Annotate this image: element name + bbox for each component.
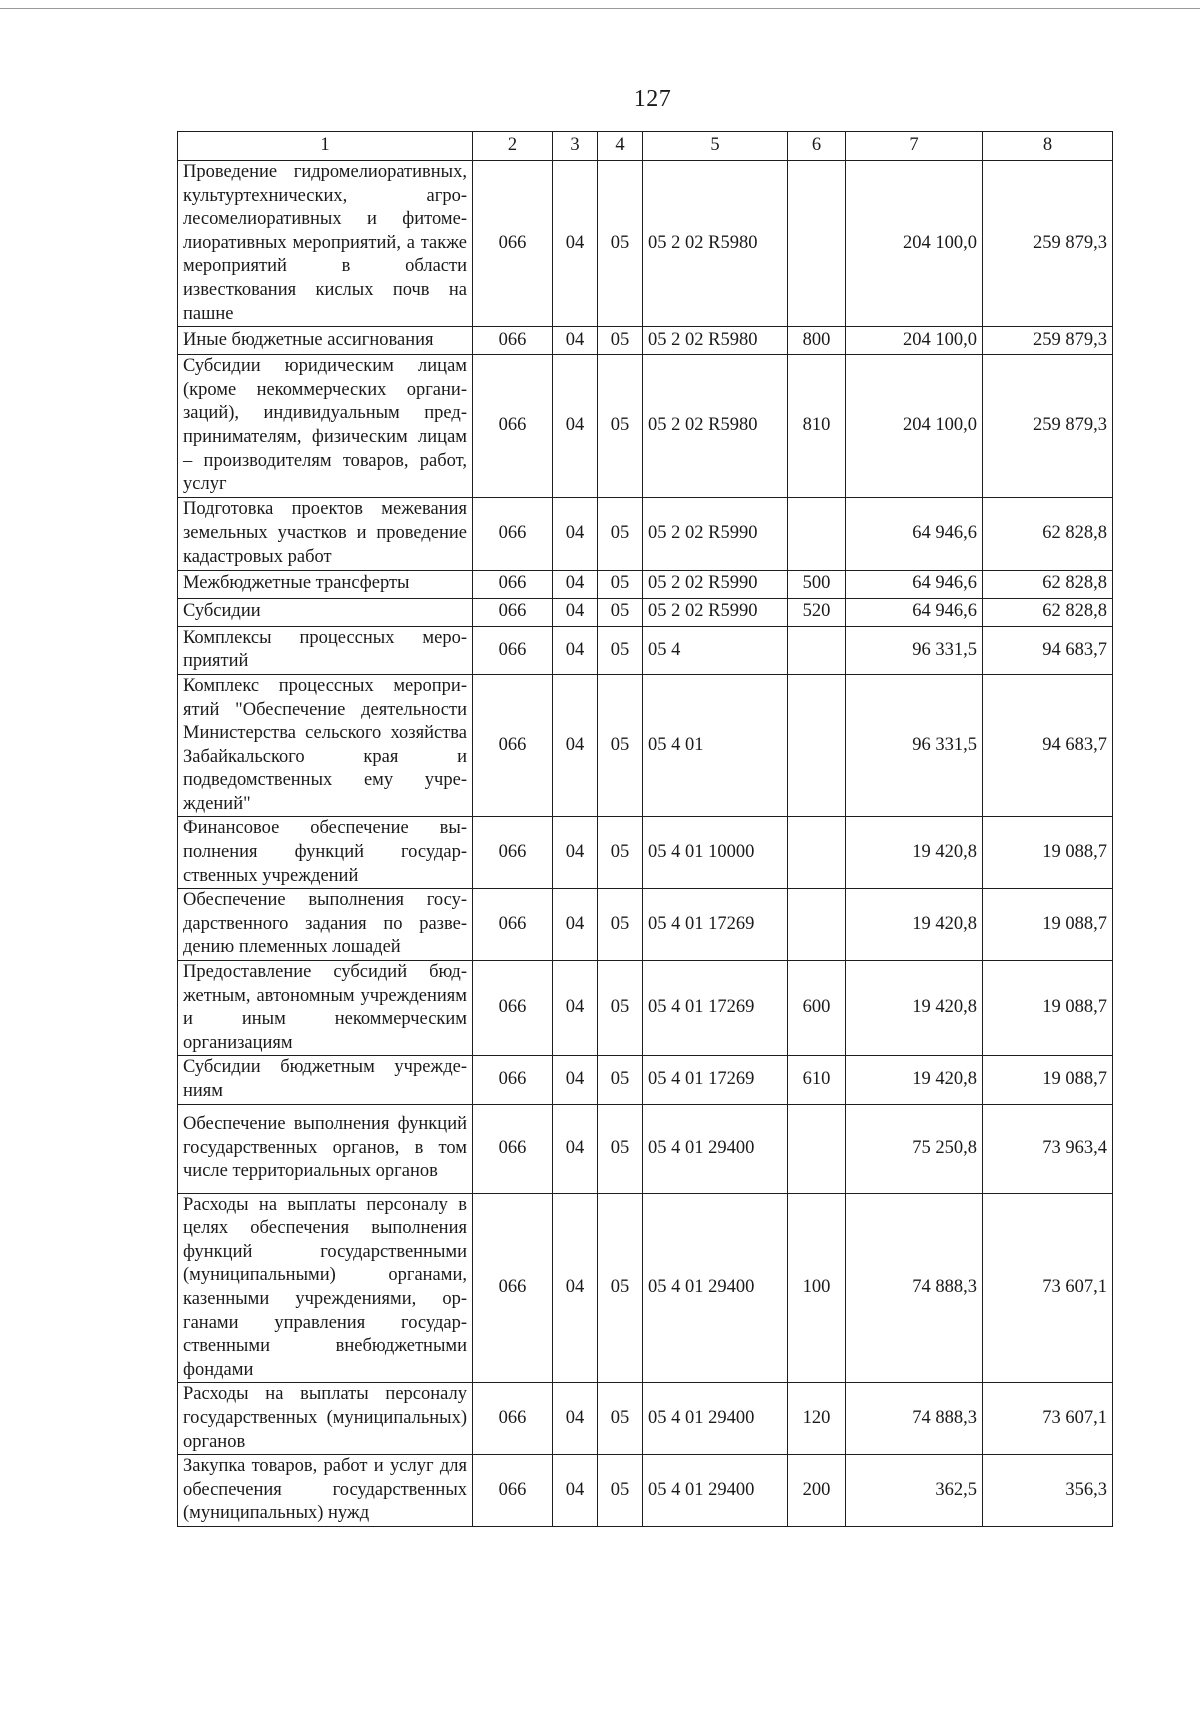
row-section-code: 04 (553, 1104, 598, 1193)
row-name: Субсидии юридическим лицам (кроме некоммерческих организаций), индивидуальным предпринимателям, физическим лицам – производителям товаров, работ, услуг (178, 355, 473, 498)
row-amount-year-1: 19 420,8 (846, 817, 983, 889)
header-col-3: 3 (553, 132, 598, 161)
header-col-2: 2 (473, 132, 553, 161)
row-department-code: 066 (473, 674, 553, 817)
table-row (178, 1383, 1113, 1455)
row-subsection-code: 05 (598, 1455, 643, 1527)
row-section-code: 04 (553, 161, 598, 327)
table-row (178, 961, 1113, 1056)
row-subsection-code: 05 (598, 1104, 643, 1193)
row-amount-year-2: 19 088,7 (983, 817, 1113, 889)
row-name: Субсидии бюджетным учреждениям (178, 1056, 473, 1104)
row-amount-year-1: 204 100,0 (846, 355, 983, 498)
row-amount-year-2: 62 828,8 (983, 497, 1113, 570)
row-amount-year-1: 96 331,5 (846, 674, 983, 817)
row-subsection-code: 05 (598, 327, 643, 355)
row-amount-year-2: 73 963,4 (983, 1104, 1113, 1193)
row-expense-type: 120 (788, 1383, 846, 1455)
row-target-article: 05 4 01 17269 (643, 1056, 788, 1104)
row-name: Обеспечение выполнения государственного задания по разведению племенных лошадей (178, 889, 473, 961)
row-amount-year-1: 75 250,8 (846, 1104, 983, 1193)
row-section-code: 04 (553, 327, 598, 355)
row-section-code: 04 (553, 355, 598, 498)
row-expense-type: 520 (788, 598, 846, 626)
row-expense-type (788, 626, 846, 674)
row-amount-year-2: 94 683,7 (983, 674, 1113, 817)
table-body (178, 161, 1113, 1527)
row-department-code: 066 (473, 161, 553, 327)
table-row (178, 327, 1113, 355)
row-department-code: 066 (473, 1104, 553, 1193)
row-name: Проведение гидромелиоративных, культуртехнических, агролесомелиоративных и фитомелиоративных мероприятий, а также мероприятий в области известкования кислых почв на пашне (178, 161, 473, 327)
table-row (178, 1104, 1113, 1193)
row-section-code: 04 (553, 1193, 598, 1383)
row-name: Комплекс процессных мероприятий "Обеспечение деятельности Министерства сельского хозяйства Забайкальского края и подведомственных ему учреждений" (178, 674, 473, 817)
row-amount-year-1: 74 888,3 (846, 1383, 983, 1455)
row-name: Межбюджетные трансферты (178, 570, 473, 598)
row-target-article: 05 4 01 29400 (643, 1383, 788, 1455)
row-expense-type: 610 (788, 1056, 846, 1104)
table-row (178, 1193, 1113, 1383)
header-col-1: 1 (178, 132, 473, 161)
table-row (178, 626, 1113, 674)
row-subsection-code: 05 (598, 570, 643, 598)
row-subsection-code: 05 (598, 497, 643, 570)
table-row (178, 674, 1113, 817)
row-section-code: 04 (553, 1056, 598, 1104)
row-section-code: 04 (553, 889, 598, 961)
row-subsection-code: 05 (598, 1383, 643, 1455)
row-amount-year-2: 259 879,3 (983, 161, 1113, 327)
row-amount-year-1: 74 888,3 (846, 1193, 983, 1383)
row-amount-year-2: 19 088,7 (983, 889, 1113, 961)
row-name: Субсидии (178, 598, 473, 626)
row-department-code: 066 (473, 889, 553, 961)
row-department-code: 066 (473, 327, 553, 355)
row-target-article: 05 2 02 R5980 (643, 161, 788, 327)
row-amount-year-1: 204 100,0 (846, 327, 983, 355)
row-section-code: 04 (553, 1455, 598, 1527)
table-row (178, 889, 1113, 961)
row-department-code: 066 (473, 598, 553, 626)
row-target-article: 05 4 01 17269 (643, 961, 788, 1056)
row-section-code: 04 (553, 817, 598, 889)
row-section-code: 04 (553, 961, 598, 1056)
row-name: Расходы на выплаты персоналу государственных (муниципальных) органов (178, 1383, 473, 1455)
row-amount-year-2: 94 683,7 (983, 626, 1113, 674)
row-target-article: 05 4 01 10000 (643, 817, 788, 889)
row-name: Обеспечение выполнения функций государственных органов, в том числе территориальных органов (178, 1104, 473, 1193)
row-amount-year-2: 259 879,3 (983, 355, 1113, 498)
row-amount-year-2: 356,3 (983, 1455, 1113, 1527)
row-target-article: 05 2 02 R5990 (643, 497, 788, 570)
row-amount-year-1: 64 946,6 (846, 598, 983, 626)
row-department-code: 066 (473, 355, 553, 498)
row-expense-type: 800 (788, 327, 846, 355)
row-subsection-code: 05 (598, 161, 643, 327)
row-name: Закупка товаров, работ и услуг для обеспечения государственных (муниципальных) нужд (178, 1455, 473, 1527)
header-col-7: 7 (846, 132, 983, 161)
table-row (178, 817, 1113, 889)
row-name: Предоставление субсидий бюджетным, автономным учреждениям и иным некоммерческим организациям (178, 961, 473, 1056)
row-expense-type (788, 161, 846, 327)
row-subsection-code: 05 (598, 889, 643, 961)
row-amount-year-2: 73 607,1 (983, 1193, 1113, 1383)
row-amount-year-2: 73 607,1 (983, 1383, 1113, 1455)
row-name: Подготовка проектов межевания земельных участков и проведение кадастровых работ (178, 497, 473, 570)
row-subsection-code: 05 (598, 355, 643, 498)
header-col-6: 6 (788, 132, 846, 161)
scan-top-rule (0, 8, 1200, 9)
table-row (178, 1455, 1113, 1527)
row-subsection-code: 05 (598, 1193, 643, 1383)
row-expense-type: 500 (788, 570, 846, 598)
row-department-code: 066 (473, 1455, 553, 1527)
row-department-code: 066 (473, 1383, 553, 1455)
row-expense-type: 100 (788, 1193, 846, 1383)
row-amount-year-1: 19 420,8 (846, 961, 983, 1056)
table-row (178, 161, 1113, 327)
table-row (178, 570, 1113, 598)
row-section-code: 04 (553, 570, 598, 598)
row-subsection-code: 05 (598, 598, 643, 626)
row-target-article: 05 2 02 R5990 (643, 598, 788, 626)
row-department-code: 066 (473, 570, 553, 598)
row-amount-year-2: 259 879,3 (983, 327, 1113, 355)
row-expense-type (788, 497, 846, 570)
budget-table (177, 131, 1113, 1527)
header-col-4: 4 (598, 132, 643, 161)
row-subsection-code: 05 (598, 674, 643, 817)
row-expense-type (788, 674, 846, 817)
row-amount-year-1: 19 420,8 (846, 889, 983, 961)
row-amount-year-2: 62 828,8 (983, 570, 1113, 598)
row-target-article: 05 4 01 (643, 674, 788, 817)
row-amount-year-1: 204 100,0 (846, 161, 983, 327)
row-expense-type: 810 (788, 355, 846, 498)
row-amount-year-2: 62 828,8 (983, 598, 1113, 626)
row-expense-type (788, 817, 846, 889)
row-amount-year-2: 19 088,7 (983, 961, 1113, 1056)
row-section-code: 04 (553, 497, 598, 570)
table-row (178, 598, 1113, 626)
row-subsection-code: 05 (598, 817, 643, 889)
row-department-code: 066 (473, 817, 553, 889)
row-amount-year-1: 19 420,8 (846, 1056, 983, 1104)
row-target-article: 05 4 01 29400 (643, 1193, 788, 1383)
row-section-code: 04 (553, 598, 598, 626)
row-department-code: 066 (473, 1193, 553, 1383)
header-col-8: 8 (983, 132, 1113, 161)
row-name: Иные бюджетные ассигнования (178, 327, 473, 355)
page-number: 127 (633, 86, 672, 112)
row-expense-type (788, 889, 846, 961)
table-header-row (178, 132, 1113, 161)
row-amount-year-2: 19 088,7 (983, 1056, 1113, 1104)
table-row (178, 355, 1113, 498)
row-name: Финансовое обеспечение выполнения функций государственных учреждений (178, 817, 473, 889)
row-amount-year-1: 64 946,6 (846, 570, 983, 598)
table-row (178, 497, 1113, 570)
row-subsection-code: 05 (598, 1056, 643, 1104)
row-section-code: 04 (553, 1383, 598, 1455)
header-col-5: 5 (643, 132, 788, 161)
row-target-article: 05 4 01 29400 (643, 1104, 788, 1193)
table-row (178, 1056, 1113, 1104)
row-expense-type: 200 (788, 1455, 846, 1527)
row-target-article: 05 2 02 R5990 (643, 570, 788, 598)
row-name: Расходы на выплаты персоналу в целях обеспечения выполнения функций государственными (муниципальными) органами, казенными учреждениями, органами управления государственными внебюджетными фондами (178, 1193, 473, 1383)
row-amount-year-1: 64 946,6 (846, 497, 983, 570)
row-name: Комплексы процессных мероприятий (178, 626, 473, 674)
row-amount-year-1: 362,5 (846, 1455, 983, 1527)
row-section-code: 04 (553, 674, 598, 817)
row-target-article: 05 2 02 R5980 (643, 355, 788, 498)
row-target-article: 05 4 (643, 626, 788, 674)
row-expense-type (788, 1104, 846, 1193)
row-expense-type: 600 (788, 961, 846, 1056)
row-target-article: 05 4 01 17269 (643, 889, 788, 961)
row-amount-year-1: 96 331,5 (846, 626, 983, 674)
row-target-article: 05 2 02 R5980 (643, 327, 788, 355)
row-subsection-code: 05 (598, 626, 643, 674)
row-department-code: 066 (473, 1056, 553, 1104)
row-subsection-code: 05 (598, 961, 643, 1056)
row-target-article: 05 4 01 29400 (643, 1455, 788, 1527)
row-department-code: 066 (473, 961, 553, 1056)
row-department-code: 066 (473, 626, 553, 674)
row-department-code: 066 (473, 497, 553, 570)
row-section-code: 04 (553, 626, 598, 674)
